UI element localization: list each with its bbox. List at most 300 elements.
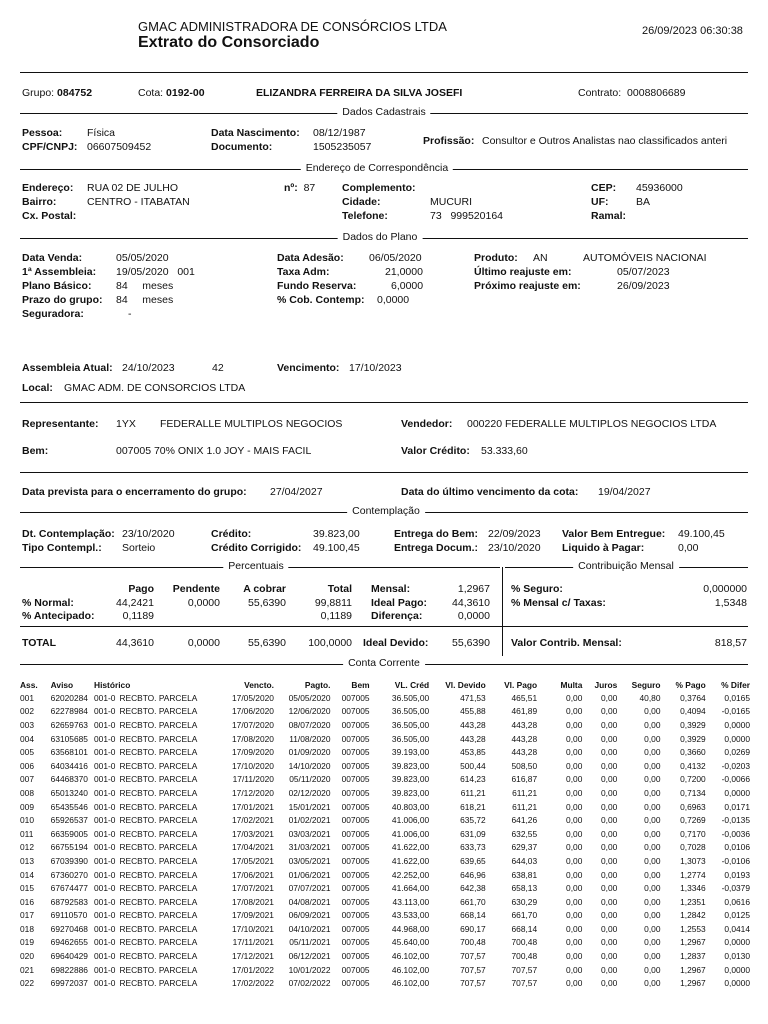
produto-desc: AUTOMÓVEIS NACIONAI — [583, 252, 707, 264]
table-cell: 0,3929 — [680, 733, 706, 744]
valor-contrib-label: Valor Contrib. Mensal: — [511, 637, 622, 649]
table-cell: 003 — [20, 719, 34, 730]
table-cell: 39.193,00 — [391, 747, 430, 758]
col-acobrar-header: A cobrar — [243, 583, 286, 595]
table-cell: 0,00 — [601, 828, 618, 839]
table-cell: 646,96 — [460, 869, 486, 880]
table-cell: 443,28 — [511, 719, 538, 730]
table-cell: 02/12/2020 — [288, 787, 331, 798]
historico-desc: RECBTO. PARCELA — [119, 937, 198, 948]
historico-code: 001-0 — [94, 923, 116, 934]
table-cell: 616,87 — [511, 774, 538, 785]
telefone-label: Telefone: — [342, 210, 388, 222]
table-cell: 0,0000 — [724, 964, 750, 975]
representante-name: FEDERALLE MULTIPLOS NEGOCIOS — [160, 418, 343, 430]
vencimento-value: 17/10/2023 — [349, 362, 402, 374]
assembleia1-label: 1ª Assembleia: — [22, 266, 97, 278]
table-cell — [94, 800, 217, 814]
table-row — [20, 854, 750, 868]
total-total: 100,0000 — [308, 637, 352, 649]
table-cell: 08/07/2020 — [288, 719, 331, 730]
table-cell: 700,48 — [511, 951, 538, 962]
table-cell: 0,00 — [601, 896, 618, 907]
table-cell: 668,14 — [460, 910, 486, 921]
table-cell: 012 — [20, 842, 34, 853]
table-cell: -0,0165 — [721, 706, 750, 717]
table-cell: 0,0106 — [724, 842, 750, 853]
table-cell: 011 — [20, 828, 34, 839]
table-cell: 17/01/2022 — [232, 964, 274, 975]
divider-representante — [20, 402, 748, 403]
table-cell: 0,00 — [644, 951, 661, 962]
table-cell: 17/01/2021 — [232, 801, 274, 812]
table-cell: 1,2553 — [680, 923, 706, 934]
table-cell: 019 — [20, 937, 34, 948]
report-datetime: 26/09/2023 06:30:38 — [642, 25, 743, 37]
col-pendente-header: Pendente — [172, 583, 220, 595]
cpf-label: CPF/CNPJ: — [22, 141, 78, 153]
section-title-contemplacao: Contemplação — [347, 505, 425, 517]
table-cell: 611,21 — [512, 787, 538, 798]
normal-pago: 44,2421 — [116, 597, 154, 609]
table-cell: 0,00 — [566, 855, 583, 866]
table-cell: 40,80 — [639, 692, 661, 703]
table-cell — [94, 841, 217, 855]
prox-reajuste-label: Próximo reajuste em: — [474, 280, 581, 292]
historico-desc: RECBTO. PARCELA — [119, 692, 198, 703]
table-cell: 707,57 — [460, 951, 486, 962]
normal-total: 99,8811 — [314, 597, 352, 609]
table-cell: 0,00 — [644, 801, 661, 812]
table-cell: 002 — [20, 706, 34, 717]
valor-credito-label: Valor Crédito: — [401, 445, 470, 457]
table-cell: 018 — [20, 923, 34, 934]
table-cell: 0,00 — [566, 896, 583, 907]
vendedor-value: 000220 FEDERALLE MULTIPLOS NEGOCIOS LTDA — [467, 418, 717, 430]
entrega-bem-value: 22/09/2023 — [488, 528, 541, 540]
produto-code: AN — [533, 252, 548, 264]
table-cell: 0,00 — [644, 815, 661, 826]
assembleia-atual-label: Assembleia Atual: — [22, 362, 113, 374]
table-cell: 0,7200 — [680, 774, 706, 785]
table-row — [20, 745, 750, 759]
table-cell: 41.664,00 — [391, 883, 430, 894]
col-header: Vencto. — [244, 679, 274, 690]
table-cell — [94, 909, 217, 923]
table-cell — [94, 705, 217, 719]
table-cell: 46.102,00 — [391, 978, 430, 989]
table-row — [20, 963, 750, 977]
historico-desc: RECBTO. PARCELA — [119, 883, 198, 894]
table-cell: 17/02/2022 — [232, 978, 274, 989]
table-row — [20, 705, 750, 719]
table-cell: -0,0379 — [721, 883, 750, 894]
table-cell: 010 — [20, 815, 34, 826]
table-cell: 03/03/2021 — [288, 828, 331, 839]
taxa-adm-label: Taxa Adm: — [277, 266, 330, 278]
table-cell: 0,00 — [566, 937, 583, 948]
table-cell: 0,7134 — [680, 787, 706, 798]
cep-label: CEP: — [591, 182, 617, 194]
table-cell: -0,0203 — [721, 760, 750, 771]
table-cell: 0,00 — [644, 937, 661, 948]
table-cell: 12/06/2020 — [288, 706, 331, 717]
table-cell: 639,65 — [460, 855, 486, 866]
table-cell — [94, 922, 217, 936]
table-cell — [94, 827, 217, 841]
liquido-value: 0,00 — [678, 542, 699, 554]
historico-code: 001-0 — [94, 774, 116, 785]
table-cell: 471,53 — [460, 692, 486, 703]
historico-desc: RECBTO. PARCELA — [119, 964, 198, 975]
table-cell: -0,0036 — [721, 828, 750, 839]
table-cell: 1,2837 — [680, 951, 706, 962]
table-cell: 17/09/2021 — [232, 910, 274, 921]
historico-desc: RECBTO. PARCELA — [119, 978, 198, 989]
telefone-value: 73 999520164 — [430, 210, 504, 222]
historico-code: 001-0 — [94, 978, 116, 989]
table-cell: 0,0000 — [724, 978, 750, 989]
numero-field: nº: 87 — [284, 182, 316, 194]
table-cell: 0,00 — [566, 733, 583, 744]
table-cell: 36.505,00 — [391, 733, 430, 744]
table-cell: 0,00 — [601, 787, 618, 798]
table-cell: 0,4132 — [680, 760, 706, 771]
top-divider — [20, 72, 748, 73]
table-cell: 0,00 — [566, 706, 583, 717]
diferenca-label: Diferença: — [371, 610, 423, 622]
table-cell: 007005 — [341, 869, 370, 880]
table-cell: 69640429 — [50, 951, 88, 962]
historico-code: 001-0 — [94, 883, 116, 894]
table-cell: 707,57 — [511, 978, 538, 989]
table-cell: 69110570 — [50, 910, 88, 921]
table-cell: 0,00 — [566, 719, 583, 730]
table-cell: 39.823,00 — [391, 787, 430, 798]
table-cell: 0,00 — [601, 964, 618, 975]
table-cell: 0,00 — [566, 787, 583, 798]
table-cell: 36.505,00 — [391, 692, 430, 703]
table-cell: 0,0414 — [724, 923, 750, 934]
historico-desc: RECBTO. PARCELA — [119, 951, 198, 962]
table-cell: 022 — [20, 978, 34, 989]
page-title: Extrato do Consorciado — [138, 34, 320, 51]
table-cell: 31/03/2021 — [288, 842, 331, 853]
table-cell: 007005 — [341, 815, 370, 826]
seguro-label: % Seguro: — [511, 583, 563, 595]
table-cell: 63568101 — [50, 747, 88, 758]
uf-value: BA — [636, 196, 651, 208]
table-cell: 17/07/2020 — [232, 719, 274, 730]
valor-bem-value: 49.100,45 — [678, 528, 725, 540]
section-title-conta-corrente: Conta Corrente — [343, 657, 425, 669]
table-cell: 007005 — [341, 787, 370, 798]
credito-corrigido-label: Crédito Corrigido: — [211, 542, 302, 554]
table-cell: 36.505,00 — [391, 706, 430, 717]
prox-reajuste-value: 26/09/2023 — [617, 280, 670, 292]
table-cell: 007005 — [341, 747, 370, 758]
table-cell: 0,4094 — [680, 706, 706, 717]
table-cell: 0,00 — [601, 801, 618, 812]
assembleia-atual-num: 42 — [212, 362, 224, 374]
table-row — [20, 909, 750, 923]
table-cell: 700,48 — [460, 937, 486, 948]
table-cell: 007005 — [341, 855, 370, 866]
prazo-label: Prazo do grupo: — [22, 294, 103, 306]
dt-contemplacao-value: 23/10/2020 — [122, 528, 175, 540]
table-cell: 17/09/2020 — [232, 747, 274, 758]
table-cell: 629,37 — [511, 842, 538, 853]
representante-code: 1YX — [116, 418, 136, 430]
historico-code: 001-0 — [94, 937, 116, 948]
table-cell: 15/01/2021 — [288, 801, 331, 812]
table-cell — [94, 881, 217, 895]
table-cell: 0,00 — [644, 842, 661, 853]
table-cell: 63105685 — [50, 733, 88, 744]
nasc-value: 08/12/1987 — [313, 127, 366, 139]
col-pago-header: Pago — [128, 583, 154, 595]
table-cell: 67360270 — [50, 869, 88, 880]
table-cell: 05/05/2020 — [288, 692, 331, 703]
table-cell: 014 — [20, 869, 34, 880]
liquido-label: Liquido à Pagar: — [562, 542, 645, 554]
table-cell: 69822886 — [50, 964, 88, 975]
data-venda-value: 05/05/2020 — [116, 252, 169, 264]
table-cell: 0,3660 — [680, 747, 706, 758]
table-cell: 0,00 — [644, 855, 661, 866]
table-cell: 64034416 — [50, 760, 88, 771]
table-cell: 0,00 — [601, 774, 618, 785]
ultimo-vencimento-label: Data do último vencimento da cota: — [401, 486, 579, 498]
table-cell: 17/08/2020 — [232, 733, 274, 744]
col-header: Aviso — [50, 679, 74, 690]
ult-reajuste-value: 05/07/2023 — [617, 266, 670, 278]
table-cell — [94, 786, 217, 800]
table-cell: 007005 — [341, 692, 370, 703]
table-cell: 0,00 — [566, 964, 583, 975]
section-title-contribuicao: Contribuição Mensal — [573, 560, 679, 572]
table-cell: 0,00 — [566, 869, 583, 880]
table-cell: 007005 — [341, 978, 370, 989]
table-cell: -0,0066 — [721, 774, 750, 785]
table-cell — [94, 773, 217, 787]
historico-code: 001-0 — [94, 951, 116, 962]
table-cell: 020 — [20, 951, 34, 962]
historico-desc: RECBTO. PARCELA — [119, 760, 198, 771]
table-cell: 0,00 — [566, 747, 583, 758]
table-cell: 0,00 — [644, 923, 661, 934]
table-cell: 007005 — [341, 896, 370, 907]
vencimento-label: Vencimento: — [277, 362, 340, 374]
table-cell: 66755194 — [50, 842, 88, 853]
produto-label: Produto: — [474, 252, 518, 264]
col-header: Seguro — [631, 679, 661, 690]
table-cell: 009 — [20, 801, 34, 812]
historico-desc: RECBTO. PARCELA — [119, 910, 198, 921]
table-cell: 0,0616 — [724, 896, 750, 907]
table-cell: 0,0000 — [724, 719, 750, 730]
table-cell: 015 — [20, 883, 34, 894]
table-cell: 17/05/2020 — [232, 692, 274, 703]
table-row — [20, 759, 750, 773]
table-cell: 630,29 — [511, 896, 538, 907]
table-cell: 17/03/2021 — [232, 828, 274, 839]
table-row — [20, 827, 750, 841]
table-cell: 0,00 — [644, 733, 661, 744]
table-cell: 65926537 — [50, 815, 88, 826]
table-cell: 006 — [20, 760, 34, 771]
table-cell: 01/02/2021 — [288, 815, 331, 826]
table-cell: 0,7269 — [680, 815, 706, 826]
table-cell: 0,00 — [566, 978, 583, 989]
table-cell: 0,00 — [601, 910, 618, 921]
plano-basico-label: Plano Básico: — [22, 280, 92, 292]
historico-code: 001-0 — [94, 747, 116, 758]
table-cell: 17/02/2021 — [232, 815, 274, 826]
table-cell: 0,0165 — [724, 692, 750, 703]
table-cell: 618,21 — [460, 801, 486, 812]
table-cell: 04/10/2021 — [288, 923, 331, 934]
table-cell: 0,00 — [601, 883, 618, 894]
table-row — [20, 800, 750, 814]
table-cell: 0,00 — [566, 951, 583, 962]
historico-desc: RECBTO. PARCELA — [119, 733, 198, 744]
data-adesao-value: 06/05/2020 — [369, 252, 422, 264]
bairro-value: CENTRO - ITABATAN — [87, 196, 190, 208]
table-cell: 05/11/2020 — [289, 774, 331, 785]
cob-contemp-label: % Cob. Contemp: — [277, 294, 365, 306]
table-cell: 007005 — [341, 733, 370, 744]
table-cell: 1,2967 — [680, 937, 706, 948]
table-cell: 03/05/2021 — [288, 855, 331, 866]
historico-code: 001-0 — [94, 842, 116, 853]
table-cell: 41.622,00 — [391, 842, 430, 853]
total-pendente: 0,0000 — [187, 637, 220, 649]
table-cell: 40.803,00 — [391, 801, 430, 812]
table-cell: 07/07/2021 — [288, 883, 331, 894]
tipo-contempl-value: Sorteio — [122, 542, 156, 554]
historico-desc: RECBTO. PARCELA — [119, 923, 198, 934]
table-cell: 06/09/2021 — [288, 910, 331, 921]
table-cell: 17/12/2020 — [232, 787, 274, 798]
table-cell: 0,00 — [566, 815, 583, 826]
table-cell: 1,2351 — [680, 896, 706, 907]
table-cell: 17/04/2021 — [232, 842, 274, 853]
table-cell: 46.102,00 — [391, 964, 430, 975]
col-header: Ass. — [20, 679, 38, 690]
table-cell: 614,23 — [460, 774, 486, 785]
table-cell: 0,00 — [601, 706, 618, 717]
table-row — [20, 936, 750, 950]
table-cell: 0,00 — [601, 855, 618, 866]
col-header: Bem — [351, 679, 370, 690]
table-cell: 443,28 — [460, 719, 486, 730]
table-cell: 17/06/2021 — [232, 869, 274, 880]
table-cell: 0,00 — [644, 719, 661, 730]
table-cell: 461,89 — [511, 706, 538, 717]
cob-contemp-value: 0,0000 — [377, 294, 410, 306]
table-row — [20, 718, 750, 732]
table-cell: 41.622,00 — [391, 855, 430, 866]
table-cell: 007005 — [341, 719, 370, 730]
table-cell: 0,00 — [644, 910, 661, 921]
cxpostal-label: Cx. Postal: — [22, 210, 77, 222]
table-row — [20, 732, 750, 746]
historico-code: 001-0 — [94, 692, 116, 703]
table-row — [20, 691, 750, 705]
table-row — [20, 895, 750, 909]
table-cell: 43.113,00 — [392, 896, 430, 907]
table-cell: 0,00 — [601, 733, 618, 744]
fundo-reserva-label: Fundo Reserva: — [277, 280, 357, 292]
table-cell: 004 — [20, 733, 34, 744]
table-cell: 0,00 — [566, 842, 583, 853]
bairro-label: Bairro: — [22, 196, 57, 208]
contrato-field: Contrato: 0008806689 — [578, 87, 686, 99]
table-cell: 007005 — [341, 964, 370, 975]
valor-contrib-value: 818,57 — [714, 637, 747, 649]
historico-code: 001-0 — [94, 828, 116, 839]
seguradora-label: Seguradora: — [22, 308, 84, 320]
table-cell: 0,0000 — [724, 937, 750, 948]
mensal-taxas-value: 1,5348 — [714, 597, 747, 609]
table-cell: 0,00 — [644, 787, 661, 798]
antecipado-label: % Antecipado: — [22, 610, 95, 622]
table-cell — [94, 691, 217, 705]
fundo-reserva-value: 6,0000 — [391, 280, 424, 292]
table-cell: 465,51 — [511, 692, 538, 703]
endereco-value: RUA 02 DE JULHO — [87, 182, 179, 194]
historico-desc: RECBTO. PARCELA — [119, 869, 198, 880]
table-cell: 39.823,00 — [391, 760, 430, 771]
endereco-label: Endereço: — [22, 182, 74, 194]
table-cell — [94, 759, 217, 773]
valor-credito-value: 53.333,60 — [481, 445, 528, 457]
total-acobrar: 55,6390 — [248, 637, 286, 649]
table-cell: 0,00 — [601, 951, 618, 962]
table-cell: 690,17 — [460, 923, 486, 934]
table-cell — [94, 813, 217, 827]
table-cell: 41.006,00 — [391, 815, 430, 826]
table-row — [20, 773, 750, 787]
col-header: % Difer — [721, 679, 750, 690]
ideal-pago-label: Ideal Pago: — [371, 597, 428, 609]
table-cell: 0,00 — [601, 692, 618, 703]
table-cell — [94, 745, 217, 759]
table-row — [20, 786, 750, 800]
assembleia-atual-value: 24/10/2023 — [122, 362, 175, 374]
seguradora-value: - — [128, 308, 132, 320]
historico-desc: RECBTO. PARCELA — [119, 801, 198, 812]
normal-label: % Normal: — [22, 597, 74, 609]
ultimo-vencimento-value: 19/04/2027 — [598, 486, 651, 498]
table-cell: 1,2967 — [680, 978, 706, 989]
entrega-bem-label: Entrega do Bem: — [394, 528, 479, 540]
table-cell: 17/11/2021 — [232, 937, 274, 948]
table-cell: 0,00 — [644, 978, 661, 989]
table-cell: 17/07/2021 — [232, 883, 274, 894]
table-cell: 07/02/2022 — [288, 978, 331, 989]
table-row — [20, 976, 750, 990]
consorciado-name: ELIZANDRA FERREIRA DA SILVA JOSEFI — [256, 87, 463, 99]
ideal-pago-value: 44,3610 — [452, 597, 490, 609]
table-cell: 001 — [20, 692, 34, 703]
table-cell: 0,00 — [601, 869, 618, 880]
historico-code: 001-0 — [94, 964, 116, 975]
table-cell: 443,28 — [511, 733, 538, 744]
historico-code: 001-0 — [94, 787, 116, 798]
historico-desc: RECBTO. PARCELA — [119, 896, 198, 907]
